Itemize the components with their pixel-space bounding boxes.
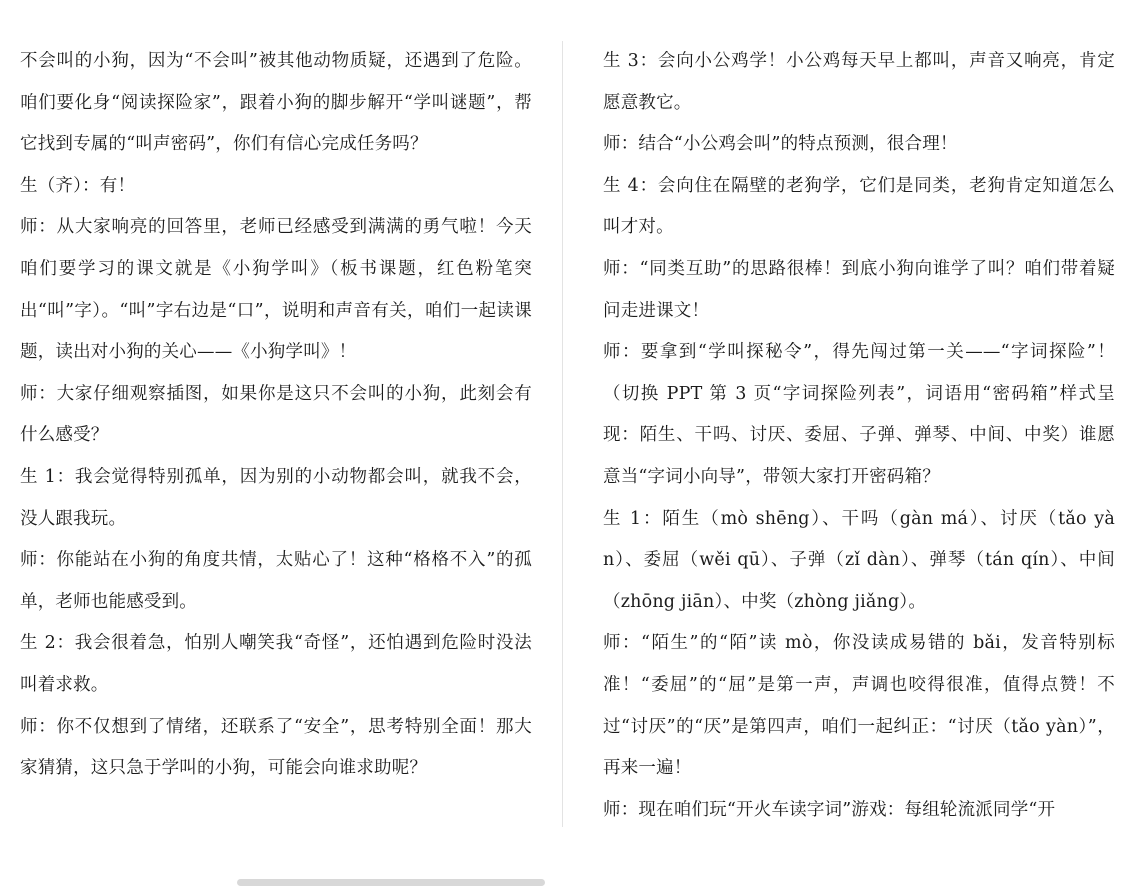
paragraph: 师：现在咱们玩“开火车读字词”游戏：每组轮流派同学“开	[603, 799, 1056, 820]
paragraph: 师：大家仔细观察插图，如果你是这只不会叫的小狗，此刻会有什么感受？	[20, 383, 532, 446]
horizontal-scrollbar[interactable]	[0, 874, 1138, 888]
paragraph: 生 1：陌生（mò shēng）、干吗（gàn má）、讨厌（tǎo yàn）、委屈（wěi qū）、子弹（zǐ dàn）、弹琴（tán qín）、中间（zhōng jiān）、中奖（zhòng jiǎng）。	[603, 508, 1115, 612]
column-divider	[562, 41, 563, 827]
paragraph: 师：“同类互助”的思路很棒！到底小狗向谁学了叫？咱们带着疑问走进课文！	[603, 258, 1115, 321]
paragraph: 师：从大家响亮的回答里，老师已经感受到满满的勇气啦！今天咱们要学习的课文就是《小狗学叫》（板书课题，红色粉笔突出“叫”字）。“叫”字右边是“口”，说明和声音有关，咱们一起读课题，读出对小狗的关心——《小狗学叫》！	[20, 217, 532, 363]
paragraph: 生 2：我会很着急，怕别人嘲笑我“奇怪”，还怕遇到危险时没法叫着求救。	[20, 633, 532, 695]
paragraph: 不会叫的小狗，因为“不会叫”被其他动物质疑，还遇到了危险。咱们要化身“阅读探险家”，跟着小狗的脚步解开“学叫谜题”，帮它找到专属的“叫声密码”，你们有信心完成任务吗？	[20, 51, 532, 155]
paragraph: 师：你不仅想到了情绪，还联系了“安全”，思考特别全面！那大家猜猜，这只急于学叫的小狗，可能会向谁求助呢？	[20, 716, 532, 779]
left-column	[20, 41, 532, 790]
paragraph: 生 3：会向小公鸡学！小公鸡每天早上都叫，声音又响亮，肯定愿意教它。	[603, 51, 1115, 113]
paragraph: 生 1：我会觉得特别孤单，因为别的小动物都会叫，就我不会，没人跟我玩。	[20, 466, 532, 529]
paragraph: 师：要拿到“学叫探秘令”，得先闯过第一关——“字词探险”！（切换 PPT 第 3 页“字词探险列表”，词语用“密码箱”样式呈现：陌生、干吗、讨厌、委屈、子弹、弹琴、中间、中奖）谁愿意当“字词小向导”，带领大家打开密码箱？	[603, 342, 1115, 487]
paragraph: 生 4：会向住在隔壁的老狗学，它们是同类，老狗肯定知道怎么叫才对。	[603, 175, 1115, 238]
right-column	[603, 41, 1115, 831]
scrollbar-thumb[interactable]	[237, 879, 545, 886]
paragraph: 生（齐）：有！	[20, 175, 136, 196]
paragraph: 师：结合“小公鸡会叫”的特点预测，很合理！	[603, 134, 958, 155]
paragraph: 师：你能站在小狗的角度共情，太贴心了！这种“格格不入”的孤单，老师也能感受到。	[20, 550, 532, 612]
paragraph: 师：“陌生”的“陌”读 mò，你没读成易错的 bǎi，发音特别标准！“委屈”的“屈”是第一声，声调也咬得很准，值得点赞！不过“讨厌”的“厌”是第四声，咱们一起纠正：“讨厌（tǎo yàn）”，再来一遍！	[603, 633, 1115, 779]
